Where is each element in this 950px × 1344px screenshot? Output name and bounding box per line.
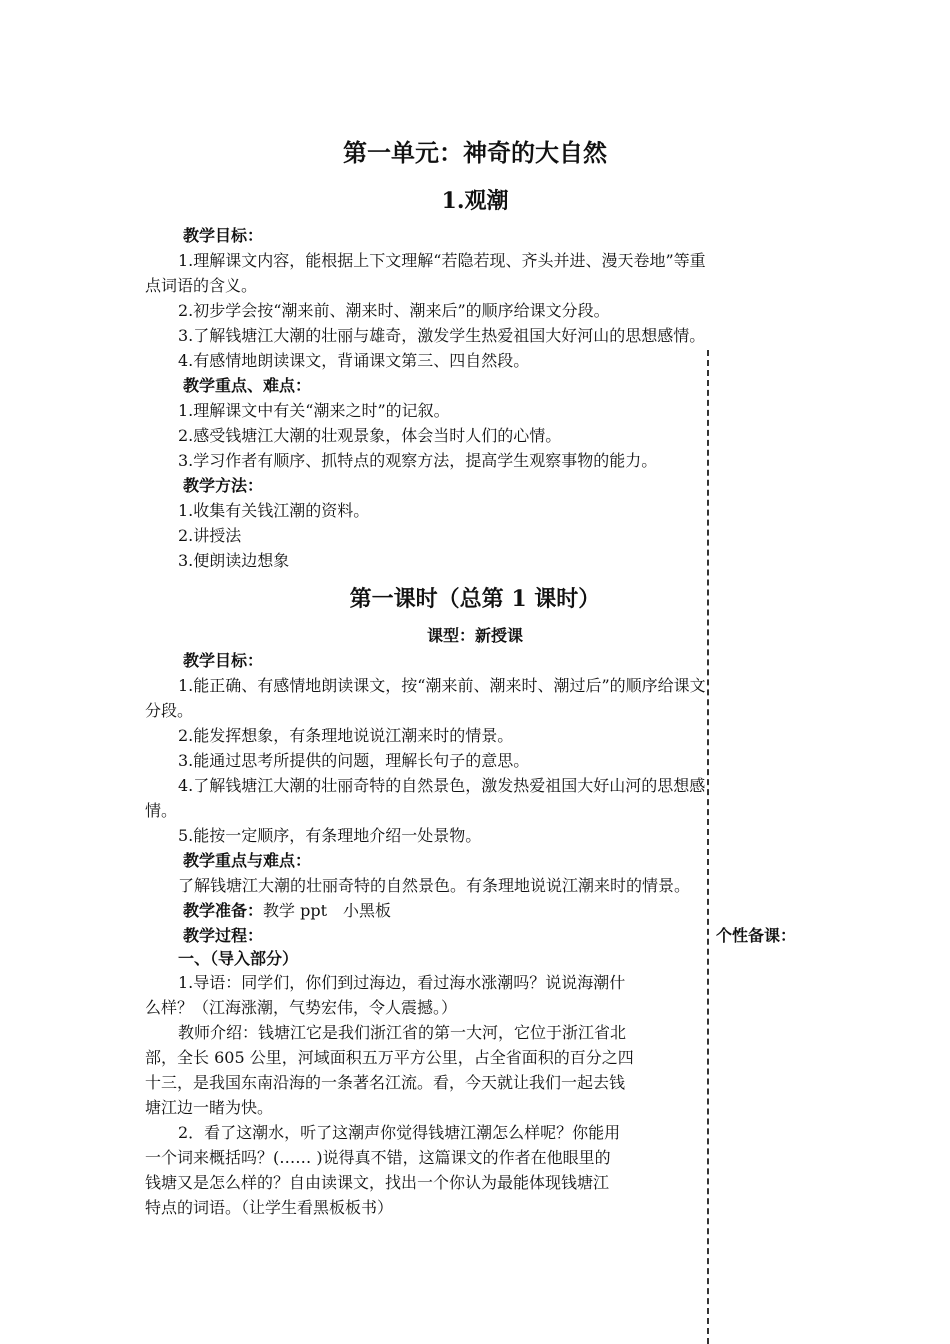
period-key-heading: 教学重点与难点： — [183, 851, 312, 870]
preparation-text: 教学 ppt 小黑板 — [263, 901, 392, 920]
lesson-title: 1.观潮 — [441, 188, 509, 214]
period-goals-heading: 教学目标： — [183, 651, 264, 670]
goals-heading: 教学目标： — [183, 226, 264, 245]
method-3: 3.便朗读边想象 — [178, 551, 290, 570]
preparation-label: 教学准备： — [183, 901, 264, 920]
period-goal-4-line-1: 4.了解钱塘江大潮的壮丽奇特的自然景色，激发热爱祖国大好山河的思想感 — [178, 776, 706, 795]
para-2-line-4: 塘江边一睹为快。 — [145, 1098, 274, 1117]
para-3-line-1: 2．看了这潮水，听了这潮声你觉得钱塘江潮怎么样呢？你能用 — [178, 1123, 621, 1142]
para-3-line-2: 一个词来概括吗？(…… )说得真不错，这篇课文的作者在他眼里的 — [145, 1148, 611, 1167]
goal-2: 2.初步学会按“潮来前、潮来时、潮来后”的顺序给课文分段。 — [178, 301, 610, 320]
goal-1-line-1: 1.理解课文内容，能根据上下文理解“若隐若现、齐头并进、漫天卷地”等重 — [178, 251, 706, 270]
methods-heading: 教学方法： — [183, 476, 264, 495]
para-3-line-4: 特点的词语。（让学生看黑板板书） — [145, 1198, 394, 1217]
part-1-heading: 一、（导入部分） — [178, 949, 299, 968]
method-2: 2.讲授法 — [178, 526, 242, 545]
unit-title: 第一单元：神奇的大自然 — [343, 138, 607, 167]
para-3-line-3: 钱塘又是怎么样的？自由读课文，找出一个你认为最能体现钱塘江 — [145, 1173, 610, 1192]
goal-4: 4.有感情地朗读课文，背诵课文第三、四自然段。 — [178, 351, 530, 370]
period-goal-4-line-2: 情。 — [145, 801, 178, 820]
goal-3: 3.了解钱塘江大潮的壮丽与雄奇，激发学生热爱祖国大好河山的思想感情。 — [178, 326, 706, 345]
key-points-heading: 教学重点、难点： — [183, 376, 312, 395]
para-1-line-1: 1.导语：同学们，你们到过海边，看过海水涨潮吗？说说海潮什 — [178, 973, 626, 992]
key-point-1: 1.理解课文中有关“潮来之时”的记叙。 — [178, 401, 450, 420]
period-goal-5: 5.能按一定顺序，有条理地介绍一处景物。 — [178, 826, 482, 845]
key-point-2: 2.感受钱塘江大潮的壮观景象，体会当时人们的心情。 — [178, 426, 562, 445]
period-key-text: 了解钱塘江大潮的壮丽奇特的自然景色。有条理地说说江潮来时的情景。 — [178, 876, 691, 895]
process-heading: 教学过程： — [183, 926, 264, 945]
period-goal-2: 2.能发挥想象，有条理地说说江潮来时的情景。 — [178, 726, 514, 745]
para-2-line-3: 十三，是我国东南沿海的一条著名江流。看，今天就让我们一起去钱 — [145, 1073, 626, 1092]
para-2-line-2: 部，全长 605 公里，河域面积五万平方公里，占全省面积的百分之四 — [145, 1048, 634, 1067]
preparation-line — [183, 900, 853, 922]
column-divider — [707, 350, 709, 1344]
period-title: 第一课时（总第 1 课时） — [349, 586, 601, 612]
method-1: 1.收集有关钱江潮的资料。 — [178, 501, 370, 520]
personal-notes-heading: 个性备课： — [716, 926, 797, 945]
para-2-line-1: 教师介绍：钱塘江它是我们浙江省的第一大河，它位于浙江省北 — [178, 1023, 627, 1042]
period-goal-1-line-2: 分段。 — [145, 701, 194, 720]
course-type: 课型：新授课 — [426, 626, 523, 645]
period-goal-3: 3.能通过思考所提供的问题，理解长句子的意思。 — [178, 751, 530, 770]
para-1-line-2: 么样？（江海涨潮，气势宏伟，令人震撼。） — [145, 998, 458, 1017]
goal-1-line-2: 点词语的含义。 — [145, 276, 258, 295]
key-point-3: 3.学习作者有顺序、抓特点的观察方法，提高学生观察事物的能力。 — [178, 451, 658, 470]
period-goal-1-line-1: 1.能正确、有感情地朗读课文，按“潮来前、潮来时、潮过后”的顺序给课文 — [178, 676, 706, 695]
